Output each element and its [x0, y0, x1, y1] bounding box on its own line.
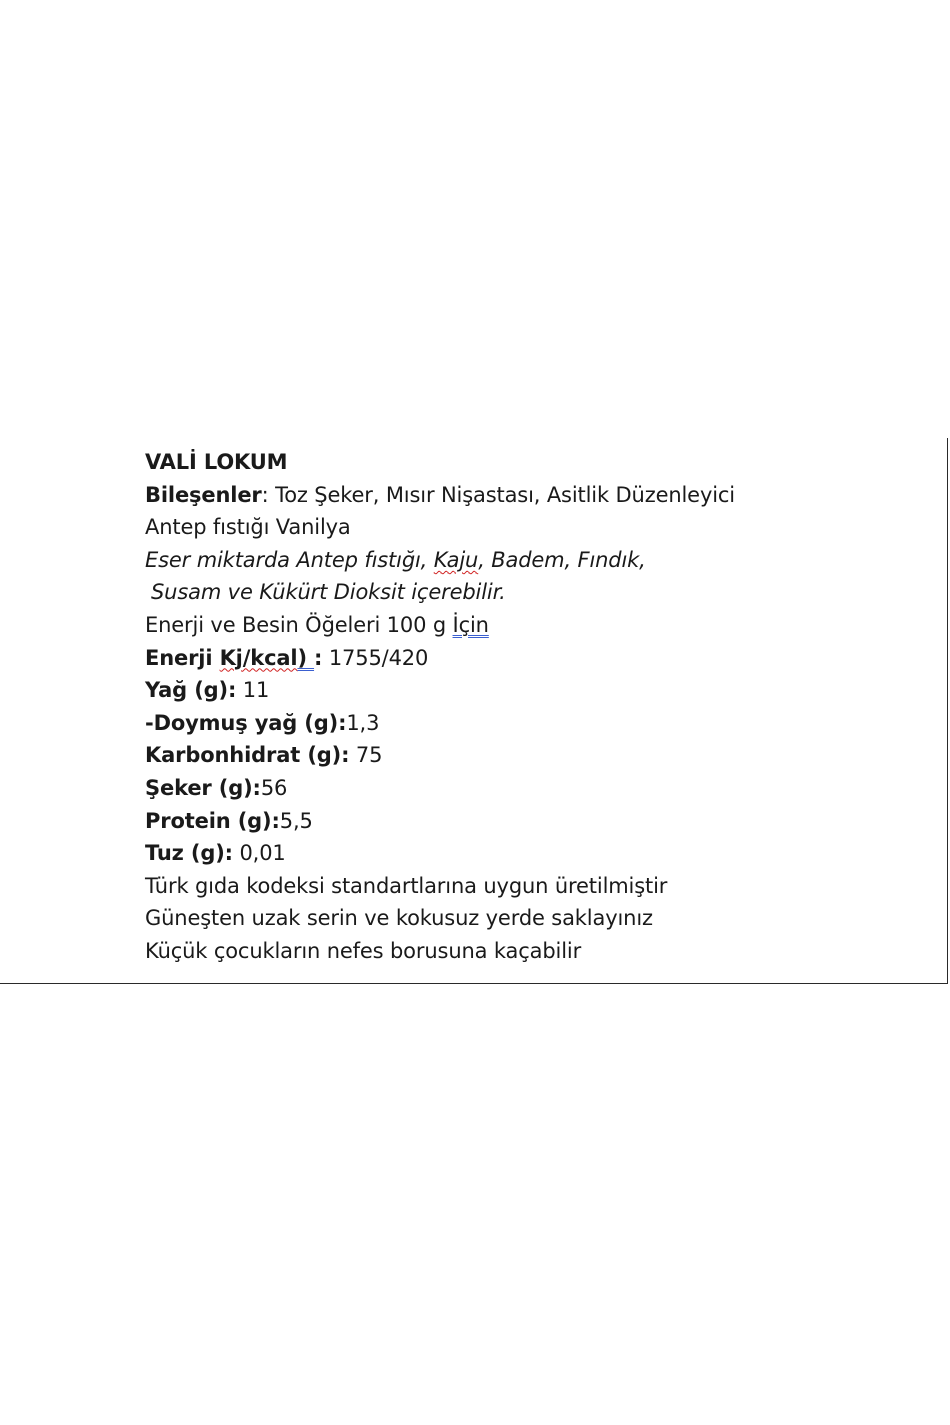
ingredients-colon: :: [261, 482, 269, 507]
protein-label: Protein (g):: [145, 808, 280, 833]
protein-value: 5,5: [279, 808, 313, 833]
allergen-line-1: [145, 544, 935, 577]
nutrition-header-icin: İçin: [452, 612, 489, 637]
product-title: VALİ LOKUM: [145, 450, 288, 474]
salt-value: 0,01: [232, 841, 286, 866]
carbohydrate-row: [145, 739, 935, 772]
carbohydrate-value: 75: [349, 743, 383, 768]
saturated-fat-label: -Doymuş yağ (g):: [145, 710, 347, 735]
sugar-label: Şeker (g):: [145, 775, 261, 800]
fat-row: [145, 674, 935, 707]
saturated-fat-value: 1,3: [346, 710, 380, 735]
energy-value: 1755/420: [322, 645, 429, 670]
energy-label-b: ): [297, 645, 315, 670]
nutrition-header: [145, 609, 935, 642]
choking-warning: Küçük çocukların nefes borusuna kaçabilir: [145, 938, 582, 963]
energy-label-a: Enerji: [145, 645, 220, 670]
saturated-fat-row: [145, 707, 935, 740]
storage-note: Güneşten uzak serin ve kokusuz yerde saklayınız: [145, 906, 653, 931]
salt-label: Tuz (g):: [145, 841, 233, 866]
allergen-text-a: Eser miktarda Antep fıstığı,: [145, 547, 434, 572]
energy-label-kj: Kj/kcal: [219, 645, 298, 670]
ingredients-text: Toz Şeker, Mısır Nişastası, Asitlik Düzenleyici: [268, 482, 735, 507]
ingredients-line-2: Antep fıstığı Vanilya: [145, 515, 351, 540]
protein-row: [145, 805, 935, 838]
allergen-line-2: Susam ve Kükürt Dioksit içerebilir.: [151, 580, 506, 605]
sugar-row: [145, 772, 935, 805]
salt-row: [145, 837, 935, 870]
allergen-kaju: Kaju: [433, 547, 479, 572]
ingredients-label: Bileşenler: [145, 482, 262, 507]
product-label-text: [145, 446, 935, 968]
energy-row: [145, 642, 935, 675]
carbohydrate-label: Karbonhidrat (g):: [145, 743, 350, 768]
ingredients-line: [145, 479, 935, 512]
allergen-text-b: , Badem, Fındık,: [478, 547, 646, 572]
energy-label-c: :: [314, 645, 323, 670]
nutrition-header-text: Enerji ve Besin Öğeleri 100 g: [145, 612, 453, 637]
codex-note: Türk gıda kodeksi standartlarına uygun üretilmiştir: [145, 873, 668, 898]
fat-label: Yağ (g):: [145, 678, 237, 703]
sugar-value: 56: [260, 775, 288, 800]
fat-value: 11: [236, 678, 270, 703]
